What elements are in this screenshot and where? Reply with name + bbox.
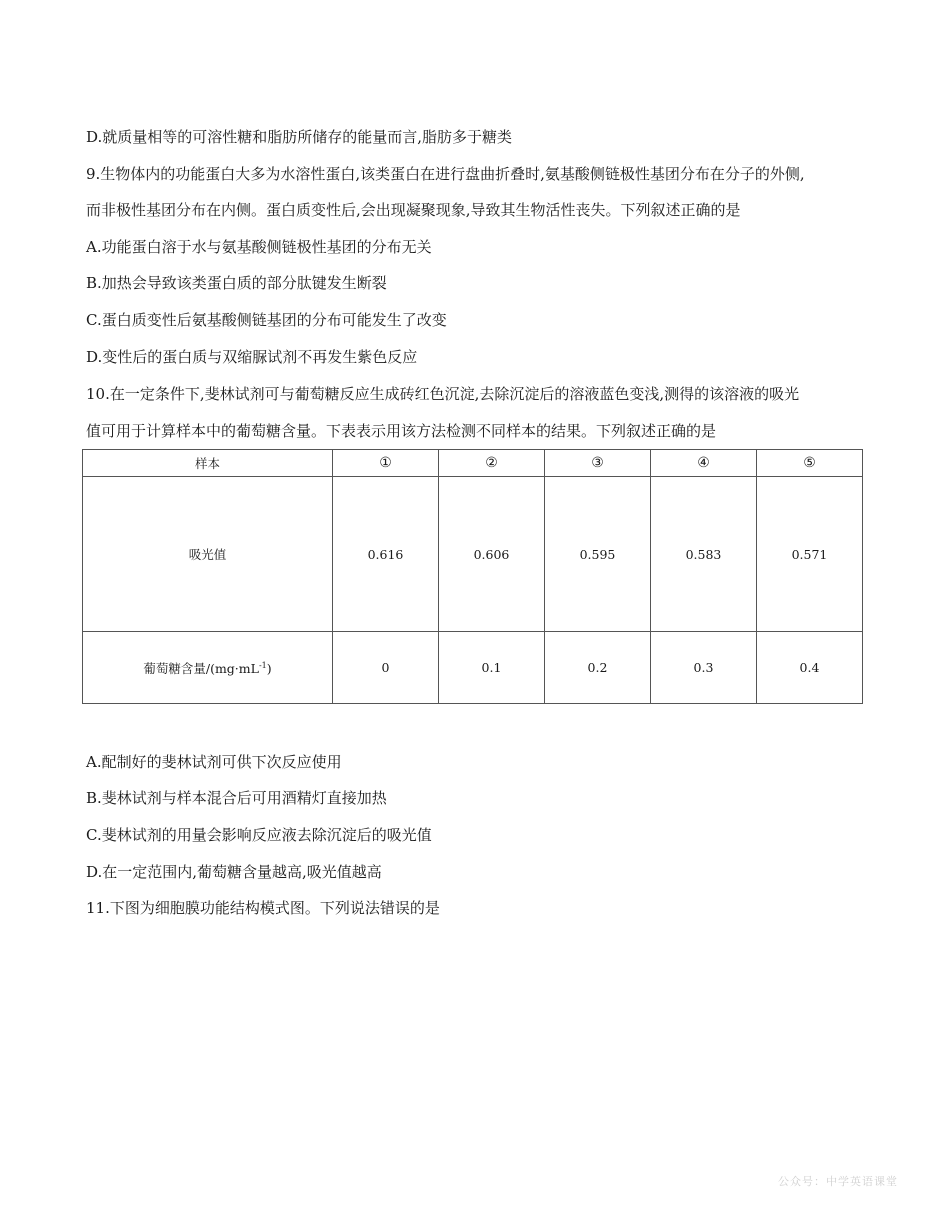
question-9-option-c: C.蛋白质变性后氨基酸侧链基团的分布可能发生了改变 [86, 311, 447, 329]
question-9-option-b: B.加热会导致该类蛋白质的部分肽键发生断裂 [86, 274, 387, 292]
absorbance-cell: 0.616 [333, 477, 439, 632]
watermark-text: 公众号：中学英语课堂 [778, 1175, 898, 1188]
header-sample-label: 样本 [83, 450, 333, 477]
absorbance-cell: 0.606 [439, 477, 545, 632]
header-sample-2: ② [439, 450, 545, 477]
header-sample-3: ③ [545, 450, 651, 477]
glucose-cell: 0.3 [651, 632, 757, 704]
question-10-stem-line-1: 10.在一定条件下,斐林试剂可与葡萄糖反应生成砖红色沉淀,去除沉淀后的溶液蓝色变浅,测得的该溶液的吸光 [86, 385, 800, 403]
question-10-option-c: C.斐林试剂的用量会影响反应液去除沉淀后的吸光值 [86, 826, 432, 844]
table-row-glucose [83, 632, 863, 704]
question-10-option-b: B.斐林试剂与样本混合后可用酒精灯直接加热 [86, 789, 387, 807]
table-header-row [83, 450, 863, 477]
glucose-label-main: 葡萄糖含量/(mg·mL [143, 660, 259, 676]
header-sample-4: ④ [651, 450, 757, 477]
question-9-option-d: D.变性后的蛋白质与双缩脲试剂不再发生紫色反应 [86, 348, 418, 366]
glucose-label-exponent: -1 [258, 660, 267, 670]
question-8-option-d: D.就质量相等的可溶性糖和脂肪所储存的能量而言,脂肪多于糖类 [86, 128, 513, 146]
sample-results-table [82, 449, 863, 704]
absorbance-label: 吸光值 [83, 477, 333, 632]
glucose-cell: 0.1 [439, 632, 545, 704]
header-sample-5: ⑤ [757, 450, 863, 477]
absorbance-cell: 0.571 [757, 477, 863, 632]
question-10-stem-line-2: 值可用于计算样本中的葡萄糖含量。下表表示用该方法检测不同样本的结果。下列叙述正确的是 [86, 422, 717, 440]
absorbance-cell: 0.595 [545, 477, 651, 632]
glucose-cell: 0 [333, 632, 439, 704]
question-9-stem-line-2: 而非极性基团分布在内侧。蛋白质变性后,会出现凝聚现象,导致其生物活性丧失。下列叙述正确的是 [86, 201, 741, 219]
glucose-cell: 0.4 [757, 632, 863, 704]
question-10-option-d: D.在一定范围内,葡萄糖含量越高,吸光值越高 [86, 863, 382, 881]
table-row-absorbance [83, 477, 863, 632]
question-11-stem: 11.下图为细胞膜功能结构模式图。下列说法错误的是 [86, 899, 440, 917]
header-sample-1: ① [333, 450, 439, 477]
glucose-label [83, 632, 333, 704]
glucose-label-end: ) [266, 660, 272, 676]
absorbance-cell: 0.583 [651, 477, 757, 632]
question-9-stem-line-1: 9.生物体内的功能蛋白大多为水溶性蛋白,该类蛋白在进行盘曲折叠时,氨基酸侧链极性基团分布在分子的外侧, [86, 165, 805, 183]
glucose-cell: 0.2 [545, 632, 651, 704]
question-10-option-a: A.配制好的斐林试剂可供下次反应使用 [86, 753, 342, 771]
question-9-option-a: A.功能蛋白溶于水与氨基酸侧链极性基团的分布无关 [86, 238, 432, 256]
